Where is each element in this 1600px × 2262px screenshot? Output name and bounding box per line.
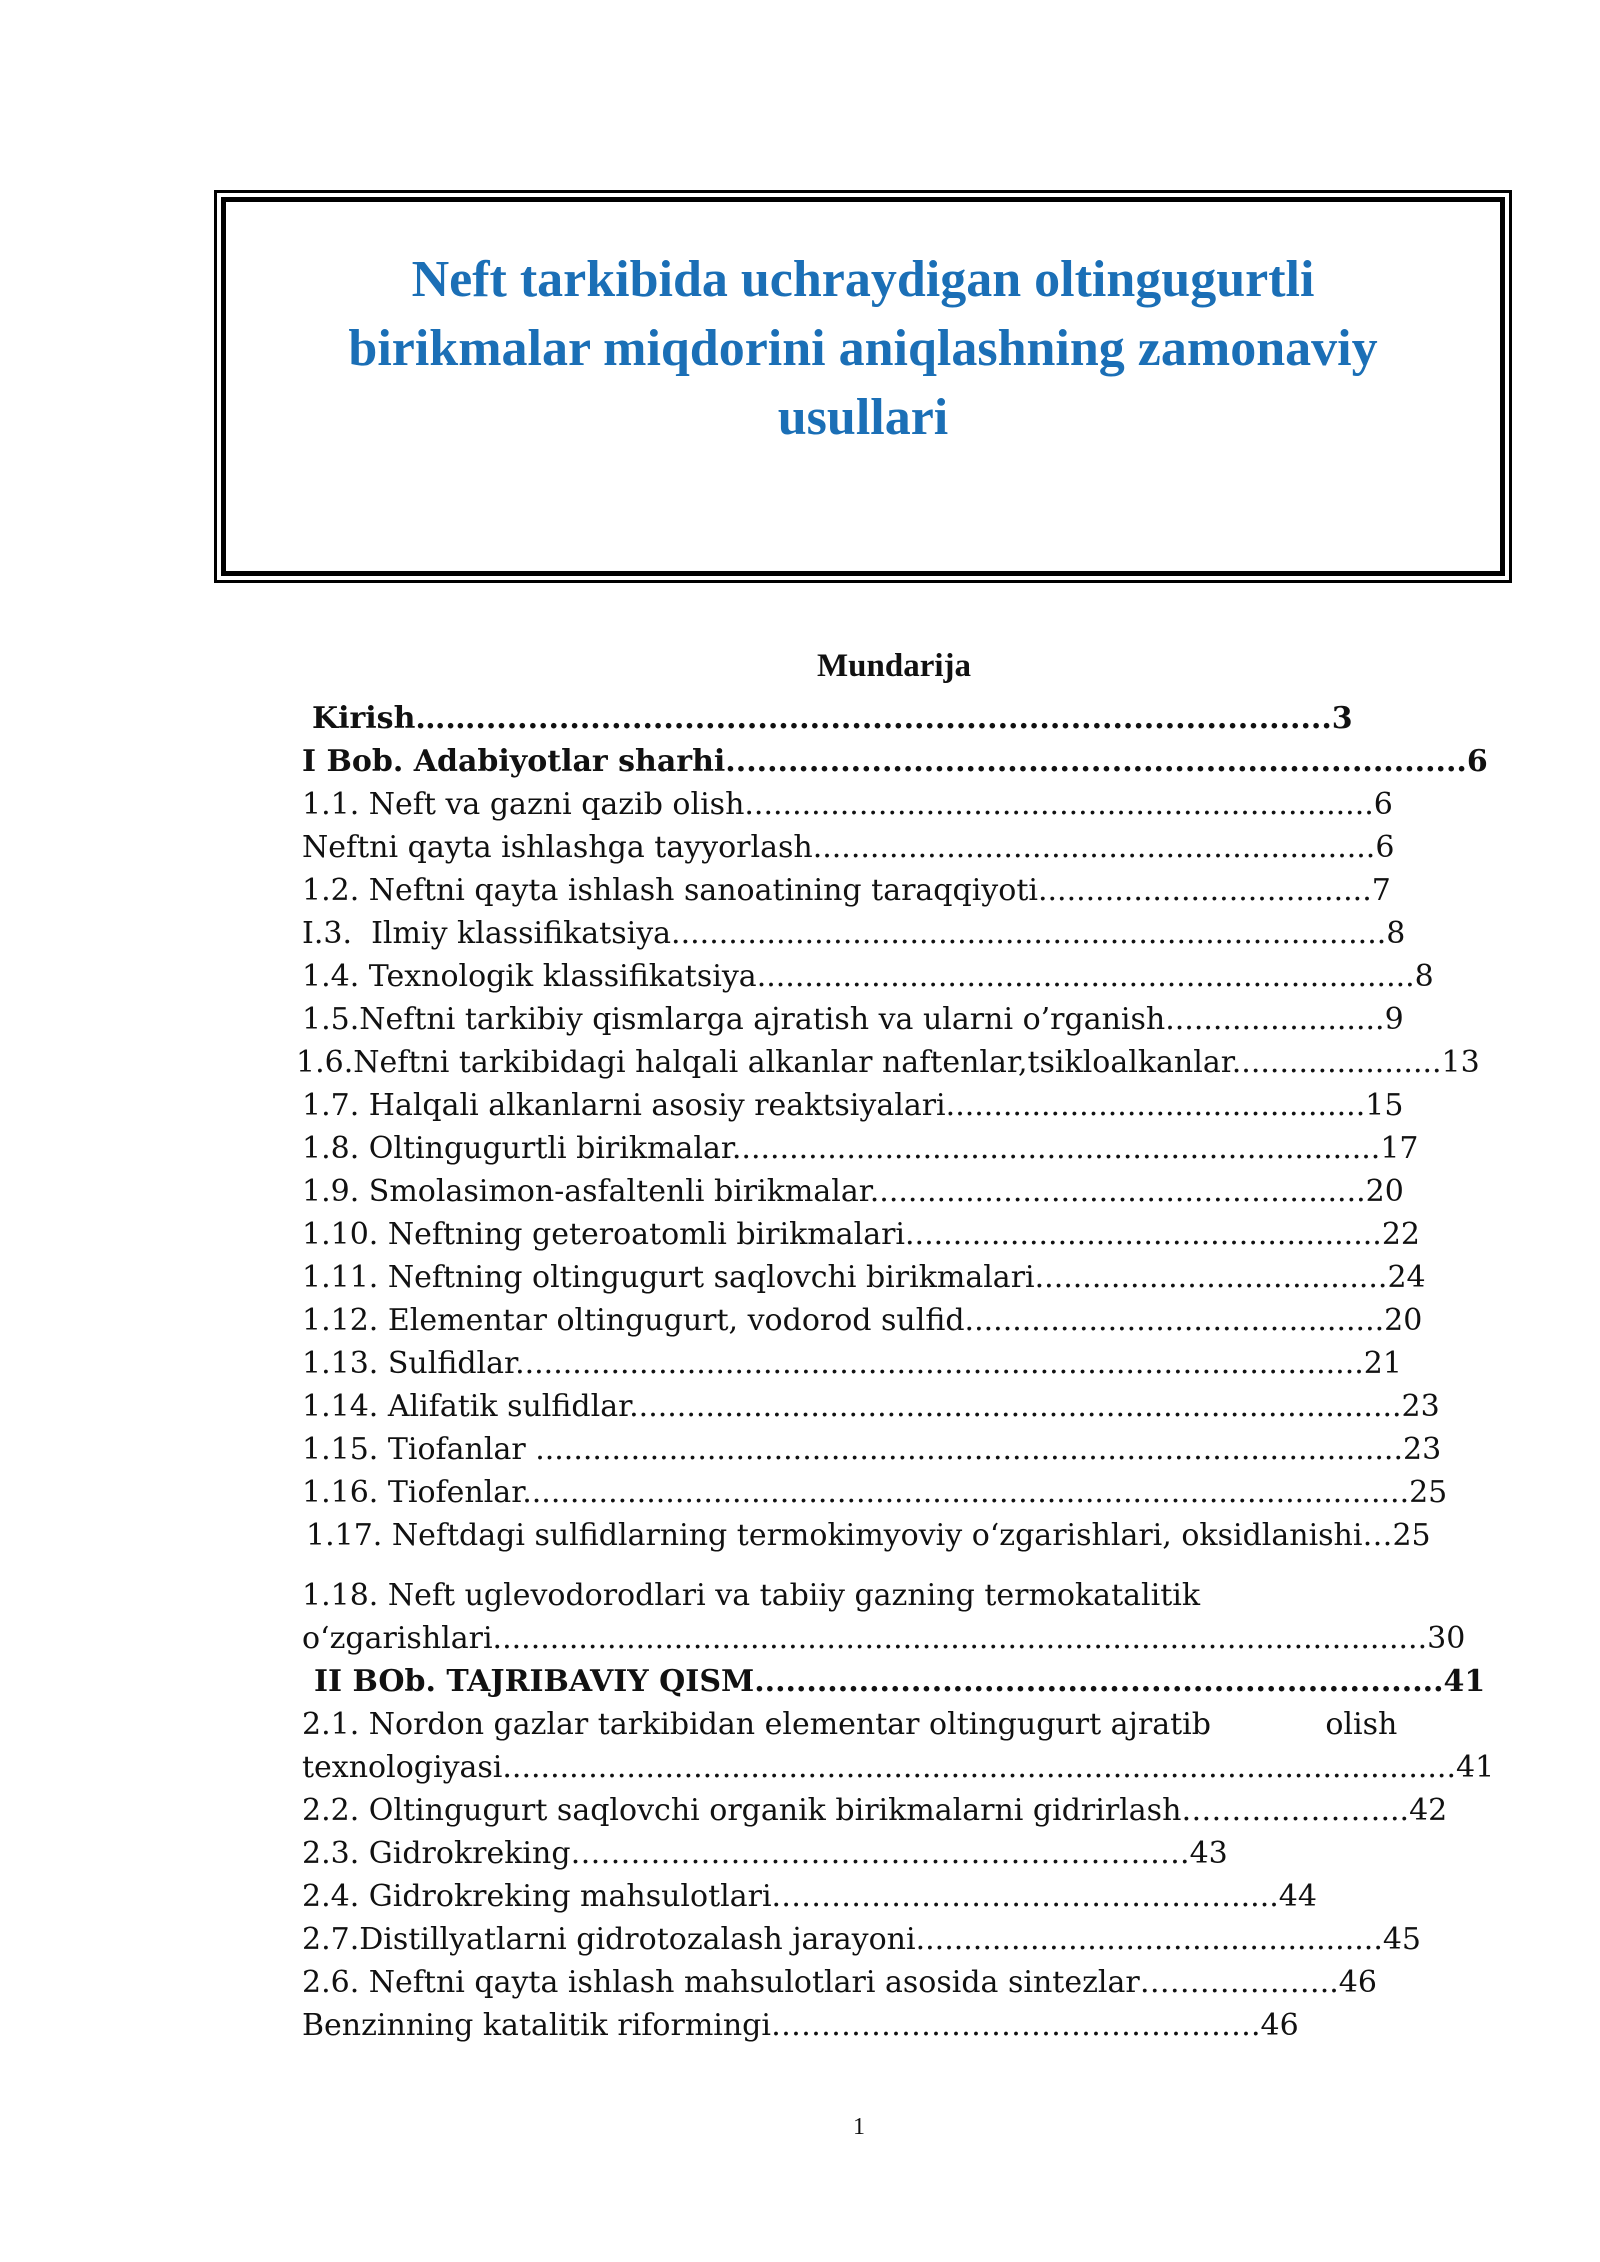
toc-entry: 2.6. Neftni qayta ishlash mahsulotlari asosida sintezlar………………..46 bbox=[302, 1965, 1377, 2000]
toc-entry: I.3. Ilmiy klassifikatsiya...........................................................................8 bbox=[302, 916, 1406, 951]
toc-entry: 1.15. Tiofanlar ...........................................................................................23 bbox=[302, 1432, 1442, 1467]
toc-entry: I Bob. Adabiyotlar sharhi.......................................................................6 bbox=[302, 744, 1488, 779]
toc-entry: 1.1. Neft va gazni qazib olish..................................................................6 bbox=[302, 787, 1393, 822]
toc-entry: 1.4. Texnologik klassifikatsiya.....................................................................8 bbox=[302, 959, 1434, 994]
toc-heading: Mundarija bbox=[816, 648, 971, 684]
title-line: birikmalar miqdorini aniqlashning zamonaviy bbox=[348, 320, 1378, 377]
toc-entry: 1.2. Neftni qayta ishlash sanoatining taraqqiyoti...................................7 bbox=[302, 873, 1391, 908]
toc-entry: 1.8. Oltingugurtli birikmalar....................................................................17 bbox=[302, 1131, 1419, 1166]
title-line: Neft tarkibida uchraydigan oltingugurtli bbox=[411, 251, 1315, 308]
toc-entry: 2.2. Oltingugurt saqlovchi organik birikmalarni gidrirlash………..………...42 bbox=[302, 1793, 1448, 1828]
document-title bbox=[217, 245, 1509, 452]
toc-entry: Neftni qayta ishlashga tayyorlash...........................................................6 bbox=[302, 830, 1395, 865]
title-box bbox=[214, 190, 1512, 583]
toc-entry: II BOb. TAJRIBAVIY QISM..................................................................41 bbox=[314, 1664, 1486, 1699]
toc-entry: 2.3. Gidrokreking………………………………………………….….43 bbox=[302, 1836, 1228, 1871]
toc-entry: 1.16. Tiofenlar.............................................................................................25 bbox=[302, 1475, 1448, 1510]
toc-entry: Benzinning katalitik riformingi………………………………………….46 bbox=[302, 2008, 1299, 2043]
toc-entry: 1.5.Neftni tarkibiy qismlarga ajratish va ularni o’rganish.......................9 bbox=[302, 1002, 1404, 1037]
toc-entry: 1.9. Smolasimon-asfaltenli birikmalar....................................................20 bbox=[302, 1174, 1404, 1209]
toc-entry: 1.14. Alifatik sulfidlar.................................................................................23 bbox=[302, 1389, 1440, 1424]
toc-entry: 2.4. Gidrokreking mahsulotlari.……………………………………….....44 bbox=[302, 1879, 1317, 1914]
toc-entry: 2.1. Nordon gazlar tarkibidan elementar oltingugurt ajratib olish bbox=[302, 1707, 1398, 1742]
toc-entry: 1.13. Sulfidlar.........................................................................................21 bbox=[302, 1346, 1402, 1381]
toc-entry: Kirish……..................................................................................3 bbox=[312, 701, 1353, 736]
toc-entry: 1.6.Neftni tarkibidagi halqali alkanlar naftenlar,tsikloalkanlar......................13 bbox=[296, 1045, 1480, 1080]
toc-entry: texnologiyasi....................................................................................................41 bbox=[302, 1750, 1495, 1785]
toc-entry: o‘zgarishlari..................................................................................................30 bbox=[302, 1621, 1466, 1656]
toc-entry: 1.18. Neft uglevodorodlari va tabiiy gazning termokatalitik bbox=[302, 1578, 1201, 1613]
toc-entry: 1.12. Elementar oltingugurt, vodorod sulfid............................................20 bbox=[302, 1303, 1423, 1338]
toc-entry: 1.7. Halqali alkanlarni asosiy reaktsiyalari............................................15 bbox=[302, 1088, 1404, 1123]
toc-entry: 1.11. Neftning oltingugurt saqlovchi birikmalari.....................................24 bbox=[302, 1260, 1426, 1295]
toc-entry: 2.7.Distillyatlarni gidrotozalash jarayoni.................................................45 bbox=[302, 1922, 1422, 1957]
title-line: usullari bbox=[777, 389, 949, 446]
page-number: 1 bbox=[853, 2114, 865, 2140]
toc-entry: 1.10. Neftning geteroatomli birikmalari..................................................22 bbox=[302, 1217, 1420, 1252]
toc-entry: 1.17. Neftdagi sulfidlarning termokimyoviy o‘zgarishlari, oksidlanishi…25 bbox=[306, 1518, 1431, 1553]
